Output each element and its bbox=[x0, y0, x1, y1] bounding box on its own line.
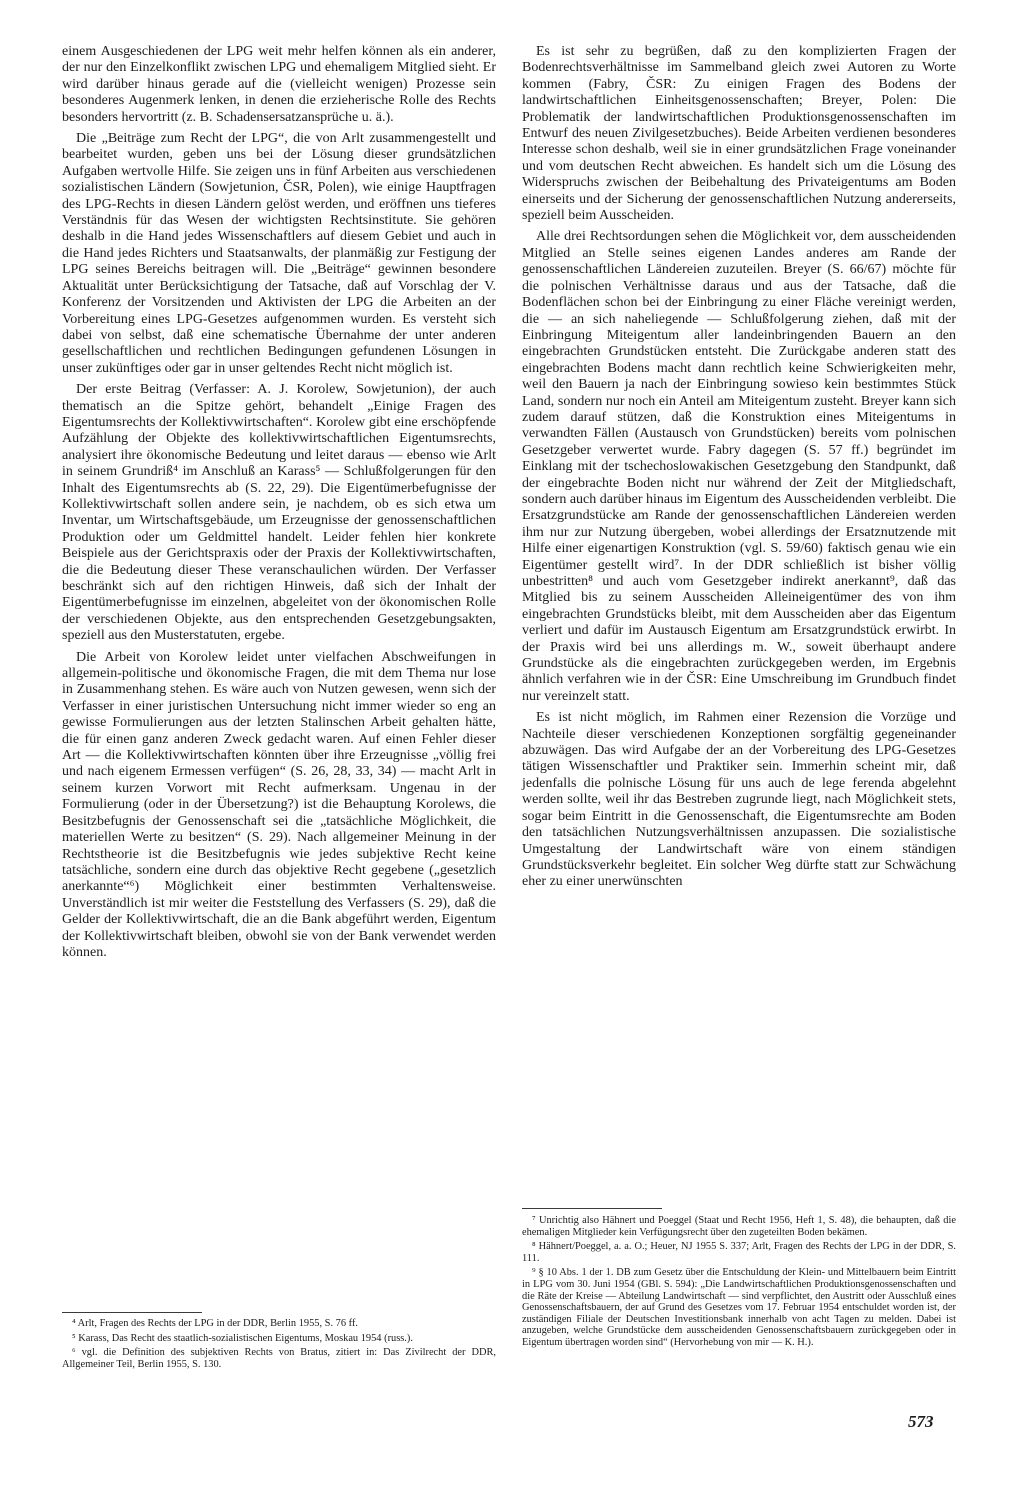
footnote-divider-right bbox=[522, 1208, 662, 1209]
footnote-4: ⁴ Arlt, Fragen des Rechts der LPG in der DDR, Berlin 1955, S. 76 ff. bbox=[72, 1318, 358, 1329]
paragraph-2: Die „Beiträge zum Recht der LPG“, die von Arlt zusammengestellt und bearbeitet wurden, geben uns bei der Lösung dieser grundsätzlichen Aufgaben wertvolle Hilfe. Sie zeigen uns in fünf Arbeiten aus verschiedenen sozialistischen Ländern (Sowjetunion, ČSR, Polen), wie einige Hauptfragen des LPG-Rechts in diesen Ländern gelöst werden, und eröffnen uns tieferes Verständnis für das Wesen der wichtigsten Rechtsinstitute. Sie gehören deshalb in die Hand jedes Wissenschaftlers auf diesem Gebiet und auch in die Hand jedes Richters und Staatsanwalts, der planmäßig zur Festigung der LPG seines Bereichs beitragen will. Die „Beiträge“ gewinnen besondere Aktualität unter Berücksichtigung der Tatsache, daß auf Vorschlag der V. Konferenz der Vorsitzenden und Aktivisten der LPG die Arbeiten an der Vorbereitung eines LPG-Gesetzes aufgenommen wurden. Es versteht sich dabei von selbst, daß eine schematische Übernahme der unter anderen gesellschaftlichen und rechtlichen Bedingungen gefundenen Lösungen in unser zukünftiges oder gar in unser geltendes Recht nicht möglich ist. bbox=[62, 131, 496, 376]
footnote-9: ⁹ § 10 Abs. 1 der 1. DB zum Gesetz über die Entschuldung der Klein- und Mittelbauern beim Eintritt in LPG vom 30. Juni 1954 (GBl. S. 594): „Die Landwirtschaftlichen Produktionsgenossenschaften und die Räte der Kreise — Abteilung Landwirtschaft — sind verpflichtet, den Austritt oder Ausschluß eines Genossenschaftsbauern, der auf Grund des Gesetzes vom 17. Februar 1954 entschuldet worden ist, der zuständigen Filiale der Deutschen Investitionsbank innerhalb von acht Tagen zu melden. Dabei ist anzugeben, welche Grundstücke dem ausscheidenden Genossenschaftsbauern zurückgegeben oder in Eigentum übertragen worden sind“ (Hervorhebung von mir — K. H.). bbox=[522, 1267, 956, 1348]
paragraph-5: Es ist sehr zu begrüßen, daß zu den komplizierten Fragen der Bodenrechtsverhältnisse im Sammelband gleich zwei Autoren zu Worte kommen (Fabry, ČSR: Zu einigen Fragen des Bodens der landwirtschaftlichen Einheitsgenossenschaften; Breyer, Polen: Die Problematik der landwirtschaftlichen Produktionsgenossenschaften im Entwurf des neuen Zivilgesetzbuches). Beide Arbeiten verdienen besonderes Interesse schon deshalb, weil sie in einer grundsätzlichen Frage voneinander und vom deutschen Recht abweichen. Es handelt sich um die Lösung des Widerspruchs zwischen der Beibehaltung des Privateigentums am Boden einerseits und der Sicherung der genossenschaftlichen Nutzung andererseits, speziell beim Ausscheiden. bbox=[522, 44, 956, 224]
left-column bbox=[62, 44, 496, 966]
paragraph-3: Der erste Beitrag (Verfasser: A. J. Korolew, Sowjetunion), der auch thematisch an die Spitze gehört, behandelt „Einige Fragen des Eigentumsrechts der Kollektivwirtschaften“. Korolew gibt eine erschöpfende Aufzählung der Objekte des kollektivwirtschaftlichen Eigentumsrechts, analysiert ihre ökonomische Bedeutung und leitet daraus — ebenso wie Arlt in seinem Grundriß⁴ im Anschluß an Karass⁵ — Schlußfolgerungen für den Inhalt des Eigentumsrechts ab (S. 22, 29). Die Eigentümerbefugnisse der Kollektivwirtschaft sollen andere sein, je nachdem, ob es sich etwa um Inventar, um Wirtschaftsgebäude, um Erzeugnisse der genossenschaftlichen Produktion oder um Geldmittel handelt. Leider fehlen hier konkrete Beispiele aus der Gerichtspraxis oder der Praxis der Kollektivwirtschaften, die die Bedeutung dieser These veranschaulichen würden. Der Verfasser beschränkt sich auf den richtigen Hinweis, daß sich der Inhalt der Eigentümerbefugnisse im einzelnen, abgeleitet von der ökonomischen Rolle der verschiedenen Objekte, aus den entsprechenden Gesetzgebungsakten, speziell aus den Musterstatuten, ergebe. bbox=[62, 382, 496, 644]
footnote-7: ⁷ Unrichtig also Hähnert und Poeggel (Staat und Recht 1956, Heft 1, S. 48), die behaupten, daß die ehemaligen Mitglieder kein Verfügungsrecht über den zugeteilten Boden bekämen. bbox=[522, 1215, 956, 1238]
footnote-6: ⁶ vgl. die Definition des subjektiven Rechts von Bratus, zitiert in: Das Zivilrecht der DDR, Allgemeiner Teil, Berlin 1955, S. 130. bbox=[62, 1347, 496, 1370]
paragraph-1: einem Ausgeschiedenen der LPG weit mehr helfen können als ein anderer, der nur den Einzelkonflikt zwischen LPG und ehemaligem Mitglied sieht. Er wird darüber hinaus gerade auf die (vielleicht wenigen) Prozesse sein besonderes Augenmerk lenken, in denen die erzieherische Rolle des Rechts besonders hervortritt (z. B. Schadensersatzansprüche u. ä.). bbox=[62, 44, 496, 125]
footnote-divider-left bbox=[62, 1312, 202, 1313]
paragraph-7: Es ist nicht möglich, im Rahmen einer Rezension die Vorzüge und Nachteile dieser verschiedenen Konzeptionen sorgfältig gegeneinander abzuwägen. Das wird Aufgabe der an der Vorbereitung des LPG-Gesetzes tätigen Wissenschaftler und Praktiker sein. Immerhin scheint mir, daß jedenfalls die polnische Lösung für uns auch de lege ferenda abgelehnt werden sollte, weil ihr das Bestreben zugrunde liegt, nach Möglichkeit stets, sogar beim Eintritt in die Genossenschaft, die Eigentumsrechte am Boden den tatsächlichen Nutzungsverhältnissen anzupassen. Die sozialistische Umgestaltung der Landwirtschaft wäre von einem ständigen Grundstücksverkehr begleitet. Ein solcher Weg dürfte statt zur Schwächung eher zu einer unerwünschten bbox=[522, 710, 956, 890]
right-column bbox=[522, 44, 956, 896]
footnote-8: ⁸ Hähnert/Poeggel, a. a. O.; Heuer, NJ 1955 S. 337; Arlt, Fragen des Rechts der LPG in der DDR, S. 111. bbox=[522, 1241, 956, 1264]
page-number: 573 bbox=[908, 1412, 934, 1431]
footnotes-left bbox=[62, 1318, 496, 1373]
footnotes-right bbox=[522, 1215, 956, 1352]
paragraph-4: Die Arbeit von Korolew leidet unter vielfachen Abschweifungen in allgemein-politische und ökonomische Fragen, die mit dem Thema nur lose in Zusammenhang stehen. Es wäre auch von Nutzen gewesen, wenn sich der Verfasser in einer juristischen Untersuchung nicht immer wieder so eng an gewisse Formulierungen aus der letzten Stalinschen Arbeit gehalten hätte, die für einen ganz anderen Zweck gedacht waren. Auf einen Fehler dieser Art — die Kollektivwirtschaften könnten über ihre Erzeugnisse „völlig frei und nach eigenem Ermessen verfügen“ (S. 26, 28, 33, 34) — macht Arlt in seinem kurzen Vorwort mit Recht aufmerksam. Ungenau in der Formulierung (oder in der Übersetzung?) ist die Behauptung Korolews, die Besitzbefugnis der Genossenschaft sei die „tatsächliche Möglichkeit, die materiellen Werte zu besitzen“ (S. 29). Nach allgemeiner Meinung in der Rechtstheorie ist die Besitzbefugnis wie jedes subjektive Recht keine tatsächliche, sondern eine durch das objektive Recht gegebene („gesetzlich anerkannte“⁶) Möglichkeit einer bestimmten Verhaltensweise. Unverständlich ist mir weiter die Feststellung des Verfassers (S. 29), daß die Gelder der Kollektivwirtschaft, die an die Bank abgeführt werden, Eigentum der Kollektivwirtschaft bleiben, obwohl sie von der Bank verwendet werden können. bbox=[62, 649, 496, 960]
footnote-5: ⁵ Karass, Das Recht des staatlich-sozialistischen Eigentums, Moskau 1954 (russ.). bbox=[72, 1332, 413, 1344]
paragraph-6: Alle drei Rechtsordungen sehen die Möglichkeit vor, dem ausscheidenden Mitglied an Stelle seines eigenen Landes anderes am Rande der genossenschaftlichen Ländereien zuzuteilen. Breyer (S. 66/67) möchte für die polnischen Verhältnisse daraus und aus der Tatsache, daß die Bodenflächen schon bei der Einbringung zu einer Fläche vereinigt werden, die — an sich naheliegende — Schlußfolgerung ziehen, daß mit der Einbringung Miteigentum aller landeinbringenden Bauern an den eingebrachten Grundstücken entsteht. Die Zurückgabe anderen statt des eingebrachten Bodens macht dann rechtlich keine Schwierigkeiten mehr, weil den Bauern ja nach der Einbringung sowieso kein bestimmtes Stück Land, sondern nur noch ein Anteil am Miteigentum zusteht. Breyer kann sich zudem darauf stützen, daß die Konstruktion eines Miteigentums in verwandten Fällen (Austausch von Grundstücken) bereits vom polnischen Gesetzgeber verwertet wurde. Fabry dagegen (S. 57 ff.) begründet im Einklang mit der tschechoslowakischen Gesetzgebung den Standpunkt, daß der eingebrachte Boden nicht nur während der Zeit der Mitgliedschaft, sondern auch darüber hinaus im Eigentum des Ausscheidenden verbleibt. Die Ersatzgrundstücke am Rande der genossenschaftlichen Ländereien werden ihm nur zur Nutzung übergeben, wobei allerdings der Ersatznutzende mit Hilfe einer eigenartigen Konstruktion (vgl. S. 59/60) faktisch genau wie ein Eigentümer gestellt wird⁷. In der DDR schließlich ist bisher völlig unbestritten⁸ und auch vom Gesetzgeber indirekt anerkannt⁹, daß das Mitglied bis zu seinem Ausscheiden Alleineigentümer des von ihm eingebrachten Grundstücks bleibt, mit dem Ausscheiden aber das Eigentum verliert und dafür im Austausch Eigentum am Ersatzgrundstück erwirbt. In der Praxis wird bei uns allerdings m. W., soweit überhaupt andere Grundstücke als die eingebrachten zurückgegeben werden, im Ergebnis ähnlich verfahren wie in der ČSR: Eine Umschreibung im Grundbuch findet nur vereinzelt statt. bbox=[522, 229, 956, 704]
